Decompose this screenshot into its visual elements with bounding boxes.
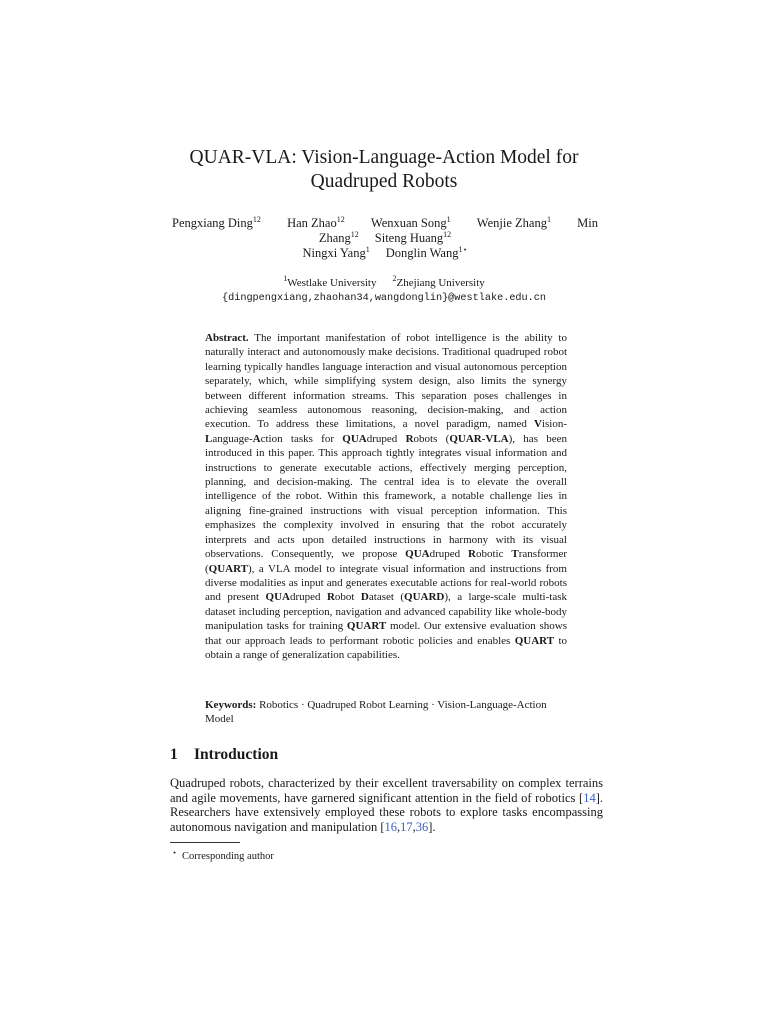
keywords: Keywords: Robotics · Quadruped Robot Learning · Vision-Language-Action Model xyxy=(205,699,547,726)
author: Min xyxy=(577,216,598,230)
author: Pengxiang Ding$^{12}$ xyxy=(172,215,261,230)
author: Han Zhao$^{12}$ xyxy=(287,215,345,230)
citation-link[interactable]: 17 xyxy=(400,819,413,834)
intro-paragraph: Quadruped robots, characterized by their excellent traversability on complex terrains and agile movements, have garnered significant attention in the field of robotics [14]. Researchers have extensively employed these robots to explore tasks encompassing autonomous navigation and manipulation [16,17,36]. xyxy=(170,776,603,834)
author: Zhang$^{12}$ xyxy=(318,230,359,245)
title-line-2: Quadruped Robots xyxy=(310,171,458,192)
author: Wenxuan Song$^1$ xyxy=(370,215,451,230)
keywords-label: Keywords: xyxy=(205,699,257,711)
affiliations xyxy=(0,276,768,306)
affiliation: $^1$Westlake University xyxy=(283,274,377,289)
section-heading xyxy=(170,746,278,764)
abstract: Abstract. The important manifestation of robot intelligence is the ability to naturally interact and autonomously make decisions. Traditional quadruped robot learning typically handles language interaction and visual autonomous perception separately, which, while simplifying system design, also limits the synergy between different information streams. This separation poses challenges in achieving seamless autonomous reasoning, decision-making, and action execution. To address these limitations, a novel paradigm, named Vision-Language-Action tasks for QUAdruped Robots (QUAR-VLA), has been introduced in this paper. This approach tightly integrates visual information and instructions to generate executable actions, effectively merging perception, planning, and decision-making. The central idea is to elevate the overall intelligence of the robot. Within this framework, a notable challenge lies in aligning fine-grained instructions with visual perception information. This emphasizes the complexity involved in ensuring that the robot accurately interprets and acts upon detailed instructions in harmony with its visual observations. Consequently, we propose QUAdruped Robotic Transformer (QUART), a VLA model to integrate visual information and instructions from diverse modalities as input and generates executable actions for real-world robots and present QUAdruped Robot Dataset (QUARD), a large-scale multi-task dataset including perception, navigation and advanced capability like whole-body manipulation tasks for training QUART model. Our extensive evaluation shows that our approach leads to performant robotic policies and enables QUART to obtain a range of generalization capabilities. xyxy=(205,332,568,661)
author: Donglin Wang$^{1⋆}$ xyxy=(385,245,468,260)
author-line-3 xyxy=(172,246,598,261)
section-number: 1 xyxy=(170,746,178,763)
affiliation: $^2$Zhejiang University xyxy=(392,274,485,289)
author-line-2 xyxy=(172,231,598,246)
citation-link[interactable]: 16 xyxy=(384,819,398,834)
paper-title xyxy=(0,146,768,194)
footnote xyxy=(172,846,274,863)
section-title: Introduction xyxy=(194,746,279,763)
author: Wenjie Zhang$^1$ xyxy=(476,215,551,230)
author: Ningxi Yang$^1$ xyxy=(302,245,370,260)
author-emails: {dingpengxiang,zhaohan34,wangdonglin}@westlake.edu.cn xyxy=(221,293,546,304)
title-line-1: QUAR-VLA: Vision-Language-Action Model for xyxy=(189,147,579,168)
author-list xyxy=(172,216,598,261)
author: Siteng Huang$^{12}$ xyxy=(374,230,452,245)
author-line-1 xyxy=(172,216,598,231)
abstract-label: Abstract. xyxy=(205,332,249,344)
citation-link[interactable]: 36 xyxy=(415,819,429,834)
citation-link[interactable]: 14 xyxy=(583,790,596,805)
footnote-mark: ⋆ xyxy=(172,848,178,857)
footnote-text: Corresponding author xyxy=(182,851,274,862)
footnote-rule xyxy=(170,842,240,843)
